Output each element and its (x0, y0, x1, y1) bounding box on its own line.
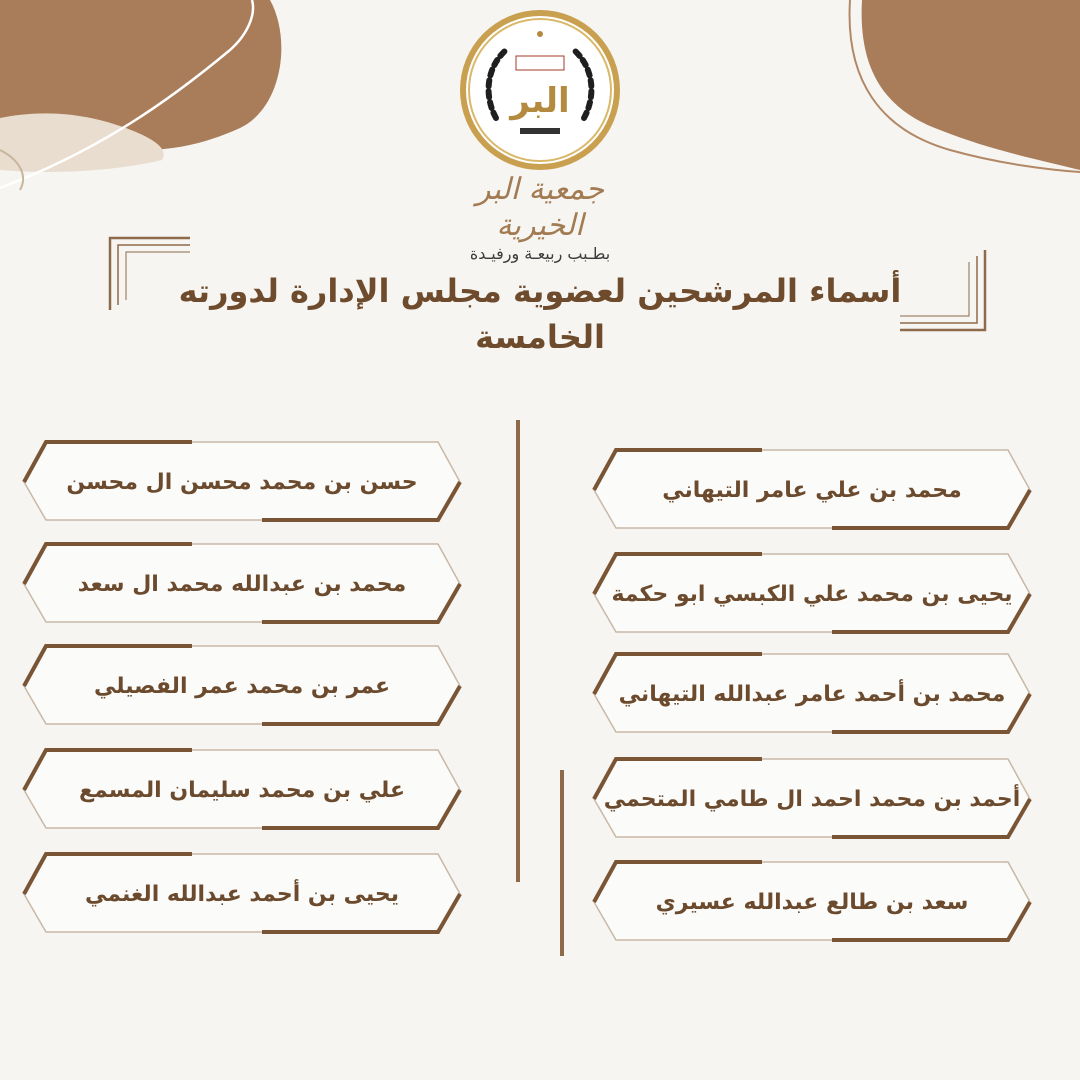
candidate-name: محمد بن أحمد عامر عبدالله التيهاني (618, 681, 1006, 707)
candidate-item (22, 852, 462, 936)
candidate-item (22, 440, 462, 524)
candidate-name: يحيى بن أحمد عبدالله الغنمي (85, 881, 399, 907)
candidate-name: سعد بن طالع عبدالله عسيري (655, 889, 969, 915)
right-column-divider (560, 770, 564, 956)
candidate-name: عمر بن محمد عمر الفصيلي (93, 673, 391, 699)
logo-wordmark: البر (510, 81, 570, 121)
candidate-name: أحمد بن محمد احمد ال طامي المتحمي (603, 786, 1021, 812)
candidate-name: يحيى بن محمد علي الكبسي ابو حكمة (611, 581, 1013, 607)
candidate-name: محمد بن عبدالله محمد ال سعد (77, 571, 407, 597)
candidate-item (592, 860, 1032, 944)
center-divider (516, 420, 520, 882)
candidate-item (592, 448, 1032, 532)
candidate-item (22, 644, 462, 728)
candidate-item (592, 757, 1032, 841)
association-name-calligraphy: جمعية البر الخيرية (475, 172, 605, 243)
page-title: أسماء المرشحين لعضوية مجلس الإدارة لدورته الخامسة (178, 272, 902, 356)
candidate-item (592, 652, 1032, 736)
candidate-name: محمد بن علي عامر التيهاني (662, 477, 962, 503)
candidate-item (22, 542, 462, 626)
association-subtitle: بطـبب ربيعـة ورفيـدة (469, 244, 611, 263)
candidate-name: علي بن محمد سليمان المسمع (79, 777, 405, 803)
candidate-name: حسن بن محمد محسن ال محسن (66, 469, 418, 495)
candidate-item (592, 552, 1032, 636)
candidate-item (22, 748, 462, 832)
